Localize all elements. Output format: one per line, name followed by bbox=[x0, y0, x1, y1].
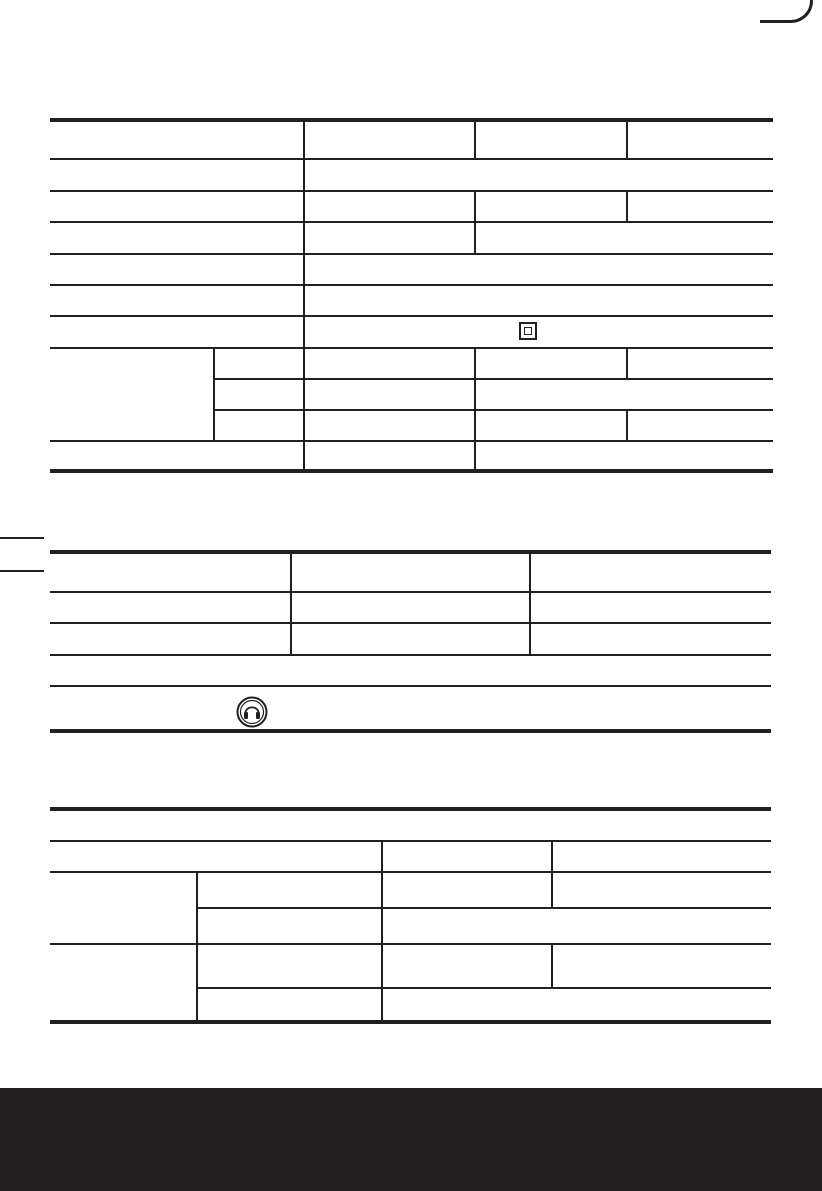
column-divider bbox=[290, 552, 292, 654]
table-rule bbox=[50, 118, 773, 122]
side-tab-mark bbox=[0, 537, 44, 539]
page-corner-mark bbox=[760, 0, 813, 23]
table-rule bbox=[50, 871, 771, 873]
double-square-icon bbox=[519, 322, 537, 340]
table-rule bbox=[50, 253, 773, 255]
table-rule bbox=[50, 840, 771, 842]
table-rule bbox=[50, 729, 771, 733]
column-divider bbox=[196, 871, 198, 1020]
column-divider bbox=[213, 347, 215, 440]
table-rule bbox=[50, 284, 773, 286]
table-rule bbox=[50, 1020, 771, 1024]
column-divider bbox=[551, 840, 553, 907]
table-rule bbox=[50, 943, 771, 945]
table-rule bbox=[50, 347, 773, 349]
table-rule bbox=[50, 622, 771, 624]
column-divider bbox=[474, 347, 476, 471]
table-rule bbox=[50, 315, 773, 317]
column-divider bbox=[626, 347, 628, 378]
table-rule bbox=[196, 907, 771, 909]
table-rule bbox=[50, 190, 773, 192]
column-divider bbox=[626, 190, 628, 221]
table-rule bbox=[50, 550, 771, 554]
table-rule bbox=[213, 378, 773, 380]
table-rule bbox=[50, 221, 773, 223]
column-divider bbox=[474, 190, 476, 253]
column-divider bbox=[529, 552, 531, 654]
table-rule bbox=[50, 654, 771, 656]
table-rule bbox=[213, 409, 773, 411]
table-rule bbox=[50, 440, 773, 442]
column-divider bbox=[626, 120, 628, 158]
column-divider bbox=[474, 120, 476, 158]
ear-protection-icon bbox=[236, 696, 268, 728]
table-rule bbox=[50, 591, 771, 593]
table-rule bbox=[50, 469, 773, 473]
footer-bar bbox=[0, 1088, 822, 1191]
table-rule bbox=[196, 987, 771, 989]
column-divider bbox=[626, 409, 628, 440]
table-rule bbox=[50, 685, 771, 687]
table-rule bbox=[50, 158, 773, 160]
column-divider bbox=[381, 840, 383, 1020]
table-rule bbox=[50, 807, 771, 811]
column-divider bbox=[551, 943, 553, 987]
side-tab-mark bbox=[0, 570, 44, 572]
column-divider bbox=[303, 120, 305, 471]
